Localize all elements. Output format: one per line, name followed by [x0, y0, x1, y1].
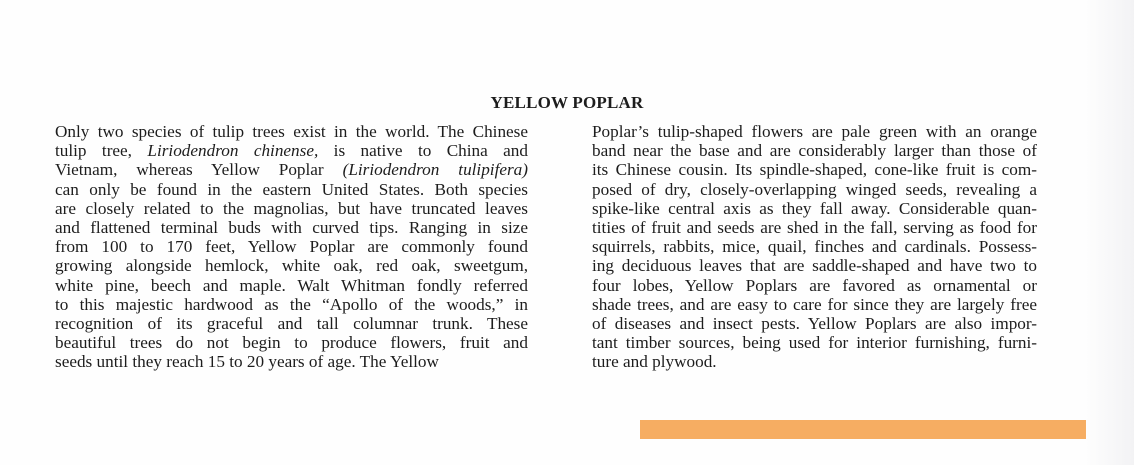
text-line	[55, 352, 528, 371]
text-segment: and flattened terminal buds with curved tips. Ranging in size	[55, 218, 528, 238]
text-segment: are closely related to the magnolias, but have truncated leaves	[55, 198, 528, 218]
text-segment: posed of dry, closely-overlapping winged seeds, revealing a	[592, 179, 1037, 199]
text-segment: white pine, beech and maple. Walt Whitman fondly referred	[55, 275, 528, 295]
text-line	[592, 122, 1037, 141]
text-line	[592, 160, 1037, 179]
text-line	[55, 256, 528, 275]
text-segment: four lobes, Yellow Poplars are favored as ornamental or	[592, 275, 1037, 295]
right-column	[592, 122, 1037, 372]
text-line	[55, 160, 528, 179]
text-segment: recognition of its graceful and tall columnar trunk. These	[55, 314, 528, 334]
text-segment: shade trees, and are easy to care for since they are largely free	[592, 294, 1037, 314]
text-segment: of diseases and insect pests. Yellow Poplars are also impor-	[592, 314, 1037, 334]
text-segment: spike-like central axis as they fall away. Considerable quan-	[592, 198, 1037, 218]
italic-species-name: Liriodendron chinense,	[147, 141, 319, 161]
accent-bar	[640, 420, 1086, 439]
text-segment: from 100 to 170 feet, Yellow Poplar are commonly found	[55, 237, 528, 257]
text-line	[55, 199, 528, 218]
text-line	[55, 180, 528, 199]
italic-species-name: (Liriodendron tulipifera)	[342, 160, 528, 180]
text-line	[55, 295, 528, 314]
text-line	[55, 141, 528, 160]
text-segment: squirrels, rabbits, mice, quail, finches and cardinals. Possess-	[592, 237, 1037, 257]
text-segment: tities of fruit and seeds are shed in the fall, serving as food for	[592, 218, 1037, 238]
text-segment: tant timber sources, being used for interior furnishing, furni-	[592, 333, 1037, 353]
text-line	[592, 141, 1037, 160]
text-line	[592, 256, 1037, 275]
text-segment: beautiful trees do not begin to produce flowers, fruit and	[55, 333, 528, 353]
text-segment: Only two species of tulip trees exist in the world. The Chinese	[55, 122, 528, 141]
text-line	[55, 333, 528, 352]
text-line	[55, 314, 528, 333]
text-segment: Vietnam, whereas Yellow Poplar	[55, 160, 343, 180]
text-line	[592, 180, 1037, 199]
text-line	[592, 352, 1037, 371]
text-line	[592, 333, 1037, 352]
left-column	[55, 122, 528, 372]
text-segment: ture and plywood.	[592, 352, 717, 372]
text-line	[592, 237, 1037, 256]
text-line	[55, 122, 528, 141]
text-segment: tulip tree,	[55, 141, 148, 161]
text-line	[55, 218, 528, 237]
text-segment: can only be found in the eastern United States. Both species	[55, 179, 528, 199]
text-segment: band near the base and are considerably larger than those of	[592, 141, 1037, 161]
text-line	[592, 218, 1037, 237]
text-segment: ing deciduous leaves that are saddle-shaped and have two to	[592, 256, 1037, 276]
text-segment: is native to China and	[318, 141, 528, 161]
text-line	[55, 276, 528, 295]
text-segment: to this majestic hardwood as the “Apollo of the woods,” in	[55, 294, 528, 314]
text-segment: Poplar’s tulip-shaped flowers are pale green with an orange	[592, 122, 1037, 141]
text-line	[592, 276, 1037, 295]
text-line	[592, 295, 1037, 314]
text-segment: seeds until they reach 15 to 20 years of age. The Yellow	[55, 352, 439, 372]
text-line	[592, 199, 1037, 218]
page-title: YELLOW POPLAR	[490, 93, 644, 112]
text-line	[592, 314, 1037, 333]
text-line	[55, 237, 528, 256]
text-segment: its Chinese cousin. Its spindle-shaped, cone-like fruit is com-	[592, 160, 1037, 180]
scan-edge-shadow	[1084, 0, 1134, 465]
text-segment: growing alongside hemlock, white oak, red oak, sweetgum,	[55, 256, 528, 276]
